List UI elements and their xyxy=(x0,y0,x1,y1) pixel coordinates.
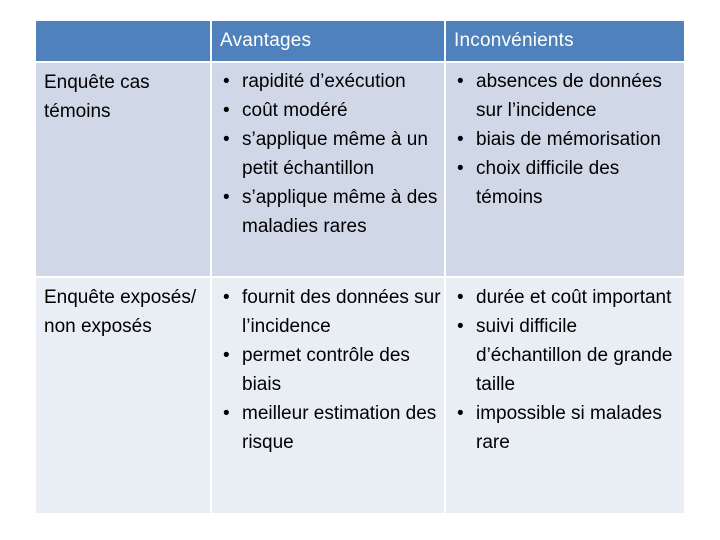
list-item: • coût modéré xyxy=(212,96,444,125)
list-item: • s’applique même à des maladies rares xyxy=(212,183,444,241)
list-item: • permet contrôle des biais xyxy=(212,341,444,399)
row-label-case-control: Enquête cas témoins xyxy=(36,63,212,278)
bullet-icon: • xyxy=(457,158,464,179)
bullet-icon: • xyxy=(223,71,230,92)
table-row xyxy=(36,63,684,278)
disadvantages-list xyxy=(446,63,684,212)
list-item: • suivi difficile d’échantillon de grande taille xyxy=(446,312,684,399)
list-item: • choix difficile des témoins xyxy=(446,154,684,212)
bullet-icon: • xyxy=(457,71,464,92)
bullet-icon: • xyxy=(223,403,230,424)
list-item: • absences de données sur l’incidence xyxy=(446,67,684,125)
list-item: • durée et coût important xyxy=(446,283,684,312)
disadvantages-cell xyxy=(446,63,684,278)
comparison-table xyxy=(36,21,684,515)
advantages-list xyxy=(212,63,444,241)
bullet-icon: • xyxy=(223,287,230,308)
list-item: • s’applique même à un petit échantillon xyxy=(212,125,444,183)
list-item: • rapidité d’exécution xyxy=(212,67,444,96)
header-empty-cell xyxy=(36,21,212,63)
advantages-cell xyxy=(212,63,446,278)
advantages-list xyxy=(212,278,444,457)
bullet-icon: • xyxy=(223,187,230,208)
header-advantages: Avantages xyxy=(212,21,446,63)
bullet-icon: • xyxy=(223,100,230,121)
list-item: • fournit des données sur l’incidence xyxy=(212,283,444,341)
table-row xyxy=(36,278,684,515)
header-disadvantages: Inconvénients xyxy=(446,21,684,63)
bullet-icon: • xyxy=(223,345,230,366)
bullet-icon: • xyxy=(457,287,464,308)
disadvantages-cell xyxy=(446,278,684,515)
bullet-icon: • xyxy=(457,129,464,150)
list-item: • biais de mémorisation xyxy=(446,125,684,154)
bullet-icon: • xyxy=(457,316,464,337)
header-row xyxy=(36,21,684,63)
row-label-exposed: Enquête exposés/ non exposés xyxy=(36,278,212,515)
bullet-icon: • xyxy=(457,403,464,424)
list-item: • impossible si malades rare xyxy=(446,399,684,457)
bullet-icon: • xyxy=(223,129,230,150)
advantages-cell xyxy=(212,278,446,515)
list-item: • meilleur estimation des risque xyxy=(212,399,444,457)
disadvantages-list xyxy=(446,278,684,457)
